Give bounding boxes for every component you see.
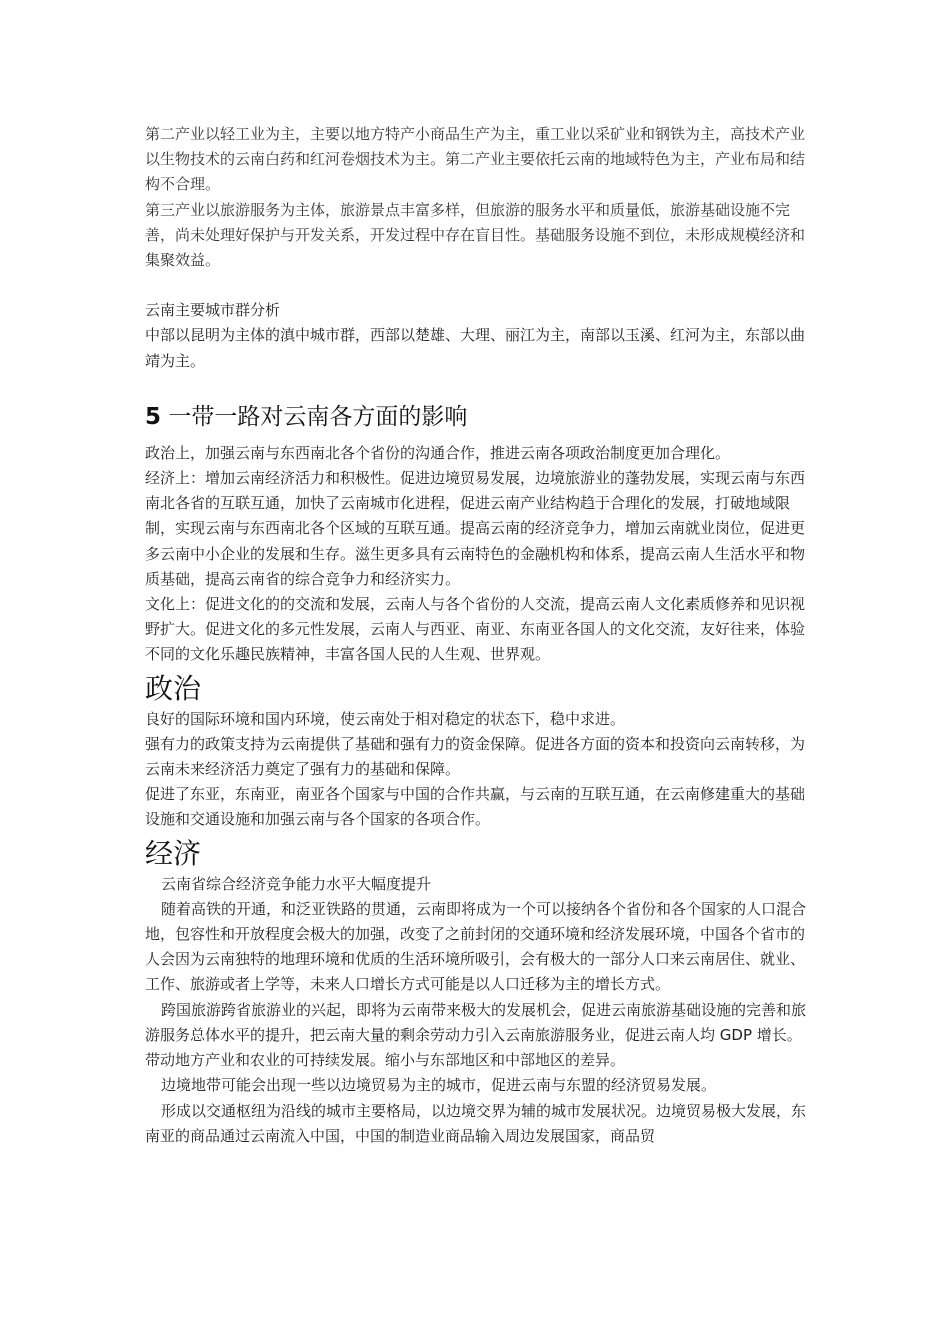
secondary-industry-paragraph: 第二产业以轻工业为主，主要以地方特产小商品生产为主，重工业以采矿业和钢铁为主，高技术产业以生物技术的云南白药和红河卷烟技术为主。第二产业主要依托云南的地域特色为主，产业布局和结构不合理。 [145, 125, 806, 194]
politics-heading: 政治 [145, 671, 202, 705]
economy-paragraph-3: 跨国旅游跨省旅游业的兴起，即将为云南带来极大的发展机会，促进云南旅游基础设施的完善和旅游服务总体水平的提升，把云南大量的剩余劳动力引入云南旅游服务业，促进云南人均 GDP 增长。带动地方产业和农业的可持续发展。缩小与东部地区和中部地区的差异。 [145, 1000, 807, 1070]
politics-paragraph-2: 强有力的政策支持为云南提供了基础和强有力的资金保障。促进各方面的资本和投资向云南转移，为云南未来经济活力奠定了强有力的基础和保障。 [145, 734, 806, 779]
culture-summary-paragraph: 文化上：促进文化的的交流和发展，云南人与各个省份的人交流，提高云南人文化素质修养和见识视野扩大。促进文化的多元性发展，云南人与西亚、南亚、东南亚各国人的文化交流，友好往来，体验不同的文化乐趣民族精神，丰富各国人民的人生观、世界观。 [145, 595, 806, 664]
politics-paragraph-1: 良好的国际环境和国内环境，使云南处于相对稳定的状态下，稳中求进。 [145, 709, 626, 728]
section-number: 5 [145, 403, 162, 430]
politics-summary-paragraph: 政治上，加强云南与东西南北各个省份的沟通合作，推进云南各项政治制度更加合理化。 [145, 443, 731, 462]
economy-heading: 经济 [145, 836, 202, 870]
blank-line [145, 273, 813, 298]
economy-summary-paragraph: 经济上：增加云南经济活力和积极性。促进边境贸易发展，边境旅游业的蓬勃发展，实现云南与东西南北各省的互联互通，加快了云南城市化进程，促进云南产业结构趋于合理化的发展，打破地域限制，实现云南与东西南北各个区域的互联互通。提高云南的经济竞争力，增加云南就业岗位，促进更多云南中小企业的发展和生存。滋生更多具有云南特色的金融机构和体系，提高云南人生活水平和物质基础，提高云南省的综合竞争力和经济实力。 [145, 469, 806, 588]
city-cluster-paragraph: 中部以昆明为主体的滇中城市群，西部以楚雄、大理、丽江为主，南部以玉溪、红河为主，东部以曲靖为主。 [145, 326, 806, 370]
economy-paragraph-5: 形成以交通枢纽为沿线的城市主要格局，以边境交界为辅的城市发展状况。边境贸易极大发展，东南亚的商品通过云南流入中国，中国的制造业商品输入周边发展国家，商品贸 [145, 1101, 807, 1145]
economy-paragraph-2: 随着高铁的开通，和泛亚铁路的贯通，云南即将成为一个可以接纳各个省份和各个国家的人口混合地，包容性和开放程度会极大的加强，改变了之前封闭的交通环境和经济发展环境，中国各个省市的人会因为云南独特的地理环境和优质的生活环境所吸引，会有极大的一部分人口来云南居住、就业、工作、旅游或者上学等，未来人口增长方式可能是以人口迁移为主的增长方式。 [145, 899, 807, 994]
city-cluster-subheading: 云南主要城市群分析 [145, 301, 281, 320]
economy-paragraph-4: 边境地带可能会出现一些以边境贸易为主的城市，促进云南与东盟的经济贸易发展。 [161, 1076, 717, 1095]
tertiary-industry-paragraph: 第三产业以旅游服务为主体，旅游景点丰富多样，但旅游的服务水平和质量低，旅游基础设施不完善，尚未处理好保护与开发关系，开发过程中存在盲目性。基础服务设施不到位，未形成规模经济和集聚效益。 [145, 200, 806, 270]
section-title: 一带一路对云南各方面的影响 [168, 403, 468, 430]
section-5-heading [145, 402, 813, 432]
document-page [145, 122, 813, 1149]
politics-paragraph-3: 促进了东亚，东南亚，南亚各个国家与中国的合作共赢，与云南的互联互通，在云南修建重大的基础设施和交通设施和加强云南与各个国家的各项合作。 [145, 785, 806, 829]
economy-paragraph-1: 云南省综合经济竞争能力水平大幅度提升 [161, 874, 432, 893]
